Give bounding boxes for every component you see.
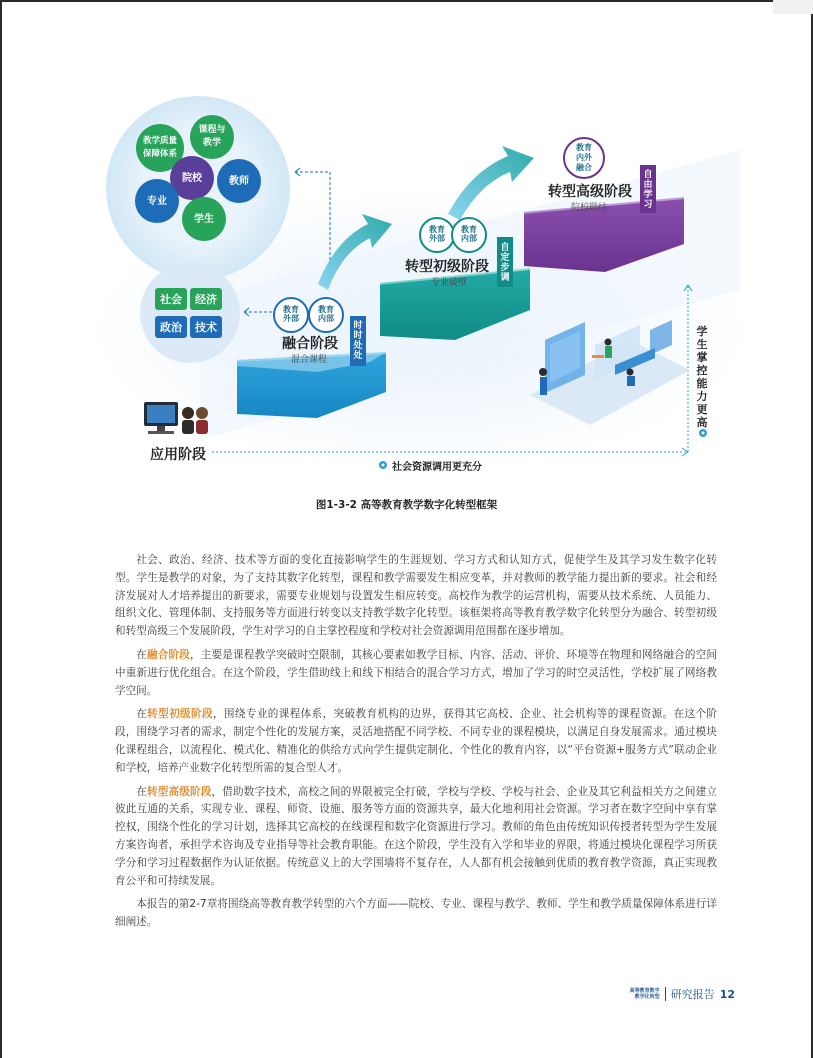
stage2-ring-internal: 教育内部 — [461, 225, 477, 243]
stage2-tag: 自定步调 — [500, 243, 510, 283]
circle-item-quality-assurance: 教学质量保障体系 — [142, 136, 177, 159]
y-axis-label: 学生掌控能力更高 — [696, 325, 708, 429]
framework-diagram — [0, 0, 813, 480]
application-stage-label: 应用阶段 — [150, 447, 206, 463]
factor-politics: 政治 — [160, 320, 182, 334]
factor-technology: 技术 — [195, 320, 217, 334]
stage3-ring-merged: 教育内外融合 — [576, 143, 592, 172]
paragraph-intro: 社会、政治、经济、技术等方面的变化直接影响学生的生涯规划、学习方式和认知方式，促使学生及其学习发生数字化转型。学生是教学的对象，为了支持其数字化转型，课程和教学需要发生相应变革，并对教师的教学能力提出新的要求。社会和经济发展对人才培养提出的新要求，需要专业规划与设置发生相应转变。高校作为教学的运营机构，需要从技术系统、人员能力、组织文化、管理体制、支持服务等方面进行转变以支持教学数字化转型。该框架将高等教育教学数字化转型分为融合、转型初级和转型高级三个发展阶段，学生对学习的自主掌控程度和学校对社会资源调用范围都在逐步增加。 — [115, 554, 717, 638]
footer-logo-line1: 高等教育数字 — [629, 988, 660, 994]
paragraph-outline: 本报告的第2-7章将围绕高等教育教学转型的六个方面——院校、专业、课程与教学、教师、学生和教学质量保障体系进行详细阐述。 — [115, 898, 717, 929]
footer-report-label: 研究报告 — [670, 988, 715, 1001]
page-number: 12 — [719, 987, 735, 1001]
figure-caption: 图1-3-2 高等教育教学数字化转型框架 — [315, 499, 498, 511]
highlight-fusion-stage: 融合阶段 — [146, 648, 190, 661]
p4-post: ，借助数字技术，高校之间的界限被完全打破，学校与学校、学校与社会、企业及其它利益相关方之间建立彼此互通的关系，实现专业、课程、师资、设施、服务等方面的资源共享，最大化地利用社会资源。学习者在数字空间中享有掌控权，围绕个性化的学习计划，选择其它高校的在线课程和数字化资源进行学习。教师的角色由传统知识传授者转型为学生发展方案咨询者，承担学术咨询及专业指导等社会教育职能。在这个阶段，学生没有入学和毕业的界限，将通过模块化课程学习所获学分和学习过程数据作为认证依据。传统意义上的大学围墙将不复存在，人人都有机会接触到优质的教育教学资源，真正实现教育公平和可持续发展。 — [115, 785, 718, 887]
factor-economy: 经济 — [195, 292, 217, 306]
highlight-advanced-stage: 转型高级阶段 — [146, 785, 212, 798]
stage3-title: 转型高级阶段 — [548, 184, 632, 200]
factor-society: 社会 — [160, 292, 182, 306]
highlight-initial-stage: 转型初级阶段 — [147, 708, 213, 721]
stage2-subtitle: 专业破壁 — [431, 278, 468, 288]
p3-pre: 在 — [136, 708, 148, 721]
p2-post: ，主要是课程教学突破时空限制，其核心要素如教学目标、内容、活动、评价、环境等在物理和网络融合的空间中重新进行优化组合。在这个阶段，学生借助线上和线下相结合的混合学习方式，增加了学习的时空灵活性，学校扩展了网络教学空间。 — [115, 648, 718, 697]
footer-logo-line2: 教学化转型 — [634, 994, 660, 1000]
stage1-tag: 时时处处 — [353, 321, 363, 361]
paragraph-initial-stage — [115, 706, 717, 777]
stage1-subtitle: 混合课程 — [291, 355, 328, 365]
x-axis-label — [380, 458, 482, 473]
stage2-ring-external: 教育外部 — [429, 225, 445, 243]
circle-item-student: 学生 — [194, 213, 214, 225]
circle-item-teacher: 教师 — [229, 175, 249, 187]
p2-pre: 在 — [136, 648, 147, 661]
stage2-title: 转型初级阶段 — [405, 259, 489, 275]
footer-logo — [630, 988, 660, 1000]
stage1-ring-internal: 教育内部 — [318, 305, 334, 323]
p4-pre: 在 — [136, 785, 147, 798]
paragraph-advanced-stage — [115, 784, 717, 891]
body-text — [115, 552, 717, 938]
footer-divider — [665, 987, 666, 1001]
p3-post: ，围绕专业的课程体系，突破教育机构的边界，获得其它高校、企业、社会机构等的课程资源。在这个阶段，围绕学习者的需求，制定个性化的发展方案，灵活地搭配不同学校、不同专业的课程模块，以满足自身发展需求。通过模块化课程组合，以流程化、模式化、精准化的供给方式向学生提供定制化、个性化的教育内容，以“平台资源+服务方式”联动企业和学校，培养产业数字化转型所需的复合型人才。 — [115, 708, 718, 774]
circle-item-course-teaching: 课程与教学 — [198, 125, 226, 148]
stage1-ring-external: 教育外部 — [283, 305, 299, 323]
circle-item-institution: 院校 — [182, 172, 202, 184]
stage3-subtitle: 院校联结 — [571, 203, 608, 213]
page-footer — [630, 986, 735, 1002]
stage3-tag: 自由学习 — [643, 170, 653, 210]
x-axis-text: 社会资源调用更充分 — [392, 462, 482, 473]
paragraph-fusion-stage — [115, 647, 717, 700]
diagram-graphics — [0, 0, 813, 480]
stage1-title: 融合阶段 — [282, 336, 338, 352]
circle-item-major: 专业 — [147, 195, 167, 207]
